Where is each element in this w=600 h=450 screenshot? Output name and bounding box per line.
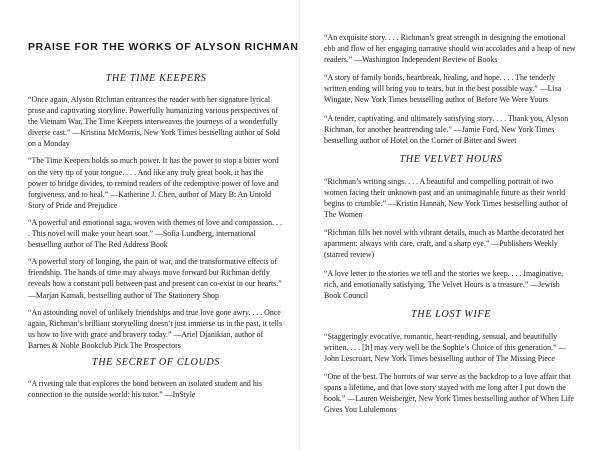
quote-washington-review: “An exquisite story. . . . Richman’s great strength in designing the emotional ebb and flow of her engaging narrative should win accolades and a heap of new readers.” —Washington Independent Review of Books [324, 33, 576, 65]
quote-publishers-weekly: “Richman fills her novel with vibrant details, much as Marthe decorated her apartment: always with care, craft, and a sharp eye.” —Publishers Weekly (starred review) [324, 228, 565, 260]
quote-lundberg: “A powerful and emotional saga, woven with themes of love and compassion. . . . This novel will make your heart soar.” —Sofia Lundberg, international bestselling author of The Red Address Book [28, 217, 282, 250]
quote-mcmorris: “Once again, Alyson Richman entrances the reader with her signature lyrical prose and captivating storyline. Powerfully humanizing various perspectives of the Vietnam War, The Time Keepers interweaves the journeys of a wonderfully diverse cast.” —Kristina McMorris, New York Times bestselling author of Sold on a Monday [28, 95, 280, 149]
quote-jewish-book-council: “A love letter to the stories we tell and the stories we keep. . . . Imaginative, rich, and emotionally satisfying, The Velvet Hours is a treasure.” —Jewish Book Council [324, 268, 564, 300]
quote-instyle: “A riveting tale that explores the bond between an isolated student and his connection to the outside world: his tutor.” —InStyle [28, 378, 263, 400]
section-title-secret-of-clouds: THE SECRET OF CLOUDS [91, 356, 221, 368]
section-title-time-keepers: THE TIME KEEPERS [105, 73, 207, 84]
quote-kamali: “A powerful story of longing, the pain of war, and the transformative effects of friendship. The hands of time may always move forward but Richman deftly reveals how a constant pull between past and present can co-exist in our hearts.” —Marjan Kamali, bestselling author of The Stationery Shop [28, 257, 282, 300]
section-title-lost-wife: THE LOST WIFE [410, 308, 492, 320]
section-title-velvet-hours: THE VELVET HOURS [399, 153, 503, 165]
quote-chen: “The Time Keepers holds so much power. It has the power to stop a bitter word on the very tip of your tongue. . . . And like any truly great book, it has the power to bridge divides, to remind readers of the redemptive power of love and forgiveness, and to heal.” —Katherine J. Chen, author of Mary B: An Untold Story of Pride and Prejudice [28, 156, 279, 210]
praise-heading: PRAISE FOR THE WORKS OF ALYSON RICHMAN [28, 42, 299, 53]
quote-lescroart: “Staggeringly evocative, romantic, heart-rending, sensual, and beautifully written. . . . [It] may very well be the Sophie’s Choice of this generation.” —John Lescroart, New York Times bestselling author of The Missing Piece [324, 331, 567, 363]
quote-ford: “A tender, captivating, and ultimately satisfying story. . . . Thank you, Alyson Richman, for another heartrending tale.” —Jamie Ford, New York Times bestselling author of Hotel on the Corner of Bitter and Sweet [324, 113, 569, 145]
quote-hannah: “Richman’s writing sings. . . . A beautiful and compelling portrait of two women facing their unknown past and an unimaginable future as their world begins to crumble.” —Kristin Hannah, New York Times bestselling author of The Women [324, 176, 568, 220]
quote-weisberger: “One of the best. The horrors of war serve as the backdrop to a love affair that spans a lifetime, and that love story stayed with me long after I put down the book.” —Lauren Weisberger, New York Times bestselling author of When Life Gives You Lululemons [324, 372, 574, 415]
quote-djanikian: “An astounding novel of unlikely friendships and true love gone awry. . . . Once again, Richman’s brilliant storytelling doesn’t just immerse us in the past, it tells us how to live with grace and bravery today.” —Ariel Djanikian, author of Barnes & Noble Bookclub Pick The Prospectors [28, 307, 283, 350]
right-page [300, 0, 600, 450]
quote-wingate: “A story of family bonds, heartbreak, healing, and hope. . . . The tenderly written ending will bring you to tears, but in the best possible way.” —Lisa Wingate, New York Times bestselling author of Before We Were Yours [324, 73, 562, 105]
